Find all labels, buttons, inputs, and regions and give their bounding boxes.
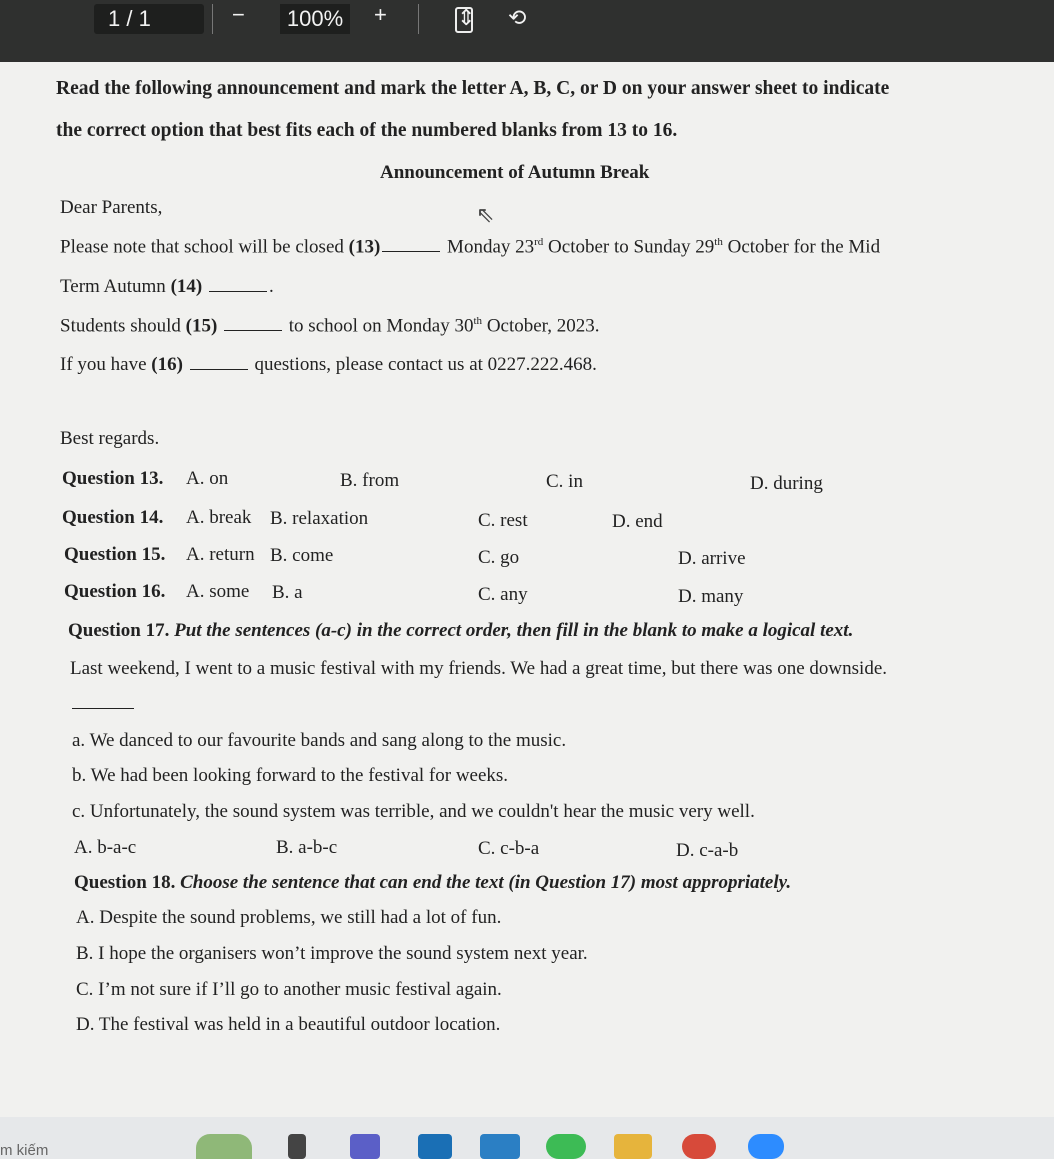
q17-option-c: C. c-b-a: [478, 838, 540, 859]
question-16-label: Question 16.: [64, 581, 166, 602]
zoom-out-button[interactable]: −: [232, 2, 245, 27]
blank-15: [224, 329, 282, 331]
q14-option-c: C. rest: [478, 510, 528, 531]
instructions-line-2: the correct option that best fits each of the numbered blanks from 13 to 16.: [56, 120, 678, 141]
sentence-b: b. We had been looking forward to the festival for weeks.: [72, 765, 509, 786]
question-13-label: Question 13.: [62, 468, 164, 489]
weather-icon[interactable]: [196, 1134, 252, 1159]
text: October to Sunday 29: [543, 236, 715, 258]
text: questions, please contact us at 0227.222.468.: [254, 354, 597, 375]
rotate-icon[interactable]: ⟲: [508, 5, 527, 30]
greeting: Dear Parents,: [60, 197, 163, 218]
text: to school on Monday 30: [288, 315, 474, 337]
question-17-header: [68, 620, 853, 642]
q17-option-b: B. a-b-c: [276, 837, 338, 858]
q13-option-b: B. from: [340, 470, 400, 491]
zoom-icon[interactable]: [748, 1134, 784, 1159]
question-15-label: Question 15.: [64, 544, 166, 565]
sentence-a: a. We danced to our favourite bands and sang along to the music.: [72, 730, 567, 751]
zoom-in-button[interactable]: +: [374, 2, 387, 27]
fit-page-icon[interactable]: ⇕: [455, 7, 473, 33]
closing: Best regards.: [60, 428, 160, 449]
q18-option-b: B. I hope the organisers won’t improve the sound system next year.: [76, 943, 588, 964]
question-14-label: Question 14.: [62, 507, 164, 528]
q15-option-a: A. return: [186, 544, 255, 565]
question-18-header: [74, 872, 791, 894]
q17-option-d: D. c-a-b: [676, 840, 739, 861]
blank-number-16: (16): [151, 354, 183, 375]
page-indicator: 1 / 1: [108, 6, 151, 31]
chrome-icon[interactable]: [682, 1134, 716, 1159]
q16-option-d: D. many: [678, 586, 744, 607]
q16-option-a: A. some: [186, 581, 250, 602]
whiteboard-icon[interactable]: [480, 1134, 520, 1159]
superscript: th: [714, 236, 723, 248]
text: Monday 23: [447, 236, 535, 258]
mouse-cursor-icon: ⇖: [476, 202, 495, 227]
announcement-line-3: [60, 315, 600, 337]
q18-option-c: C. I’m not sure if I’ll go to another music festival again.: [76, 979, 502, 1000]
toolbar-separator: [418, 4, 419, 34]
teams-icon[interactable]: [350, 1134, 380, 1159]
q18-option-d: D. The festival was held in a beautiful outdoor location.: [76, 1014, 501, 1035]
q16-option-b: B. a: [272, 582, 303, 603]
q13-option-d: D. during: [750, 473, 823, 494]
question-17-instruction: Put the sentences (a-c) in the correct order, then fill in the blank to make a logical text.: [174, 620, 854, 641]
wechat-icon[interactable]: [546, 1134, 586, 1159]
blank-13: [382, 250, 440, 252]
file-explorer-icon[interactable]: [614, 1134, 652, 1159]
q14-option-b: B. relaxation: [270, 508, 369, 529]
taskbar-search[interactable]: m kiếm: [0, 1142, 49, 1159]
announcement-title: Announcement of Autumn Break: [380, 162, 650, 183]
question-18-instruction: Choose the sentence that can end the text (in Question 17) most appropriately.: [180, 872, 792, 893]
superscript: th: [473, 315, 483, 327]
store-icon[interactable]: [418, 1134, 452, 1159]
sentence-c: c. Unfortunately, the sound system was terrible, and we couldn't hear the music very well.: [72, 801, 755, 822]
announcement-line-4: [60, 354, 597, 376]
taskview-icon[interactable]: [288, 1134, 306, 1159]
q16-option-c: C. any: [478, 584, 528, 605]
q13-option-a: A. on: [186, 468, 229, 489]
text: October, 2023.: [482, 315, 600, 337]
text: Term Autumn: [60, 276, 171, 297]
blank-number-15: (15): [185, 315, 218, 337]
text: Please note that school will be closed: [60, 236, 349, 258]
blank-number-13: (13): [348, 236, 381, 258]
announcement-line-2: [60, 276, 274, 298]
q14-option-a: A. break: [186, 507, 252, 528]
taskbar: [0, 1117, 1054, 1159]
question-17-passage: Last weekend, I went to a music festival with my friends. We had a great time, but there was one downside.: [70, 658, 887, 679]
announcement-line-1: [60, 236, 880, 258]
q13-option-c: C. in: [546, 471, 583, 492]
text: Students should: [60, 315, 186, 337]
q14-option-d: D. end: [612, 511, 663, 532]
q15-option-b: B. come: [270, 545, 334, 566]
question-17-blank: [72, 708, 134, 709]
text: .: [268, 276, 274, 297]
question-17-label: Question 17.: [68, 620, 170, 641]
pdf-toolbar: [0, 0, 1054, 62]
zoom-level[interactable]: 100%: [280, 4, 350, 34]
text: If you have: [60, 354, 152, 375]
q18-option-a: A. Despite the sound problems, we still had a lot of fun.: [76, 907, 502, 928]
q17-option-a: A. b-a-c: [74, 837, 137, 858]
question-18-label: Question 18.: [74, 872, 176, 893]
blank-14: [209, 290, 267, 292]
toolbar-separator: [212, 4, 213, 34]
blank-16: [190, 368, 248, 370]
superscript: rd: [534, 236, 544, 248]
blank-number-14: (14): [170, 276, 203, 297]
q15-option-c: C. go: [478, 547, 520, 568]
instructions-line-1: Read the following announcement and mark the letter A, B, C, or D on your answer sheet to indicate: [56, 78, 890, 99]
text: October for the Mid: [722, 236, 881, 258]
q15-option-d: D. arrive: [678, 548, 746, 569]
